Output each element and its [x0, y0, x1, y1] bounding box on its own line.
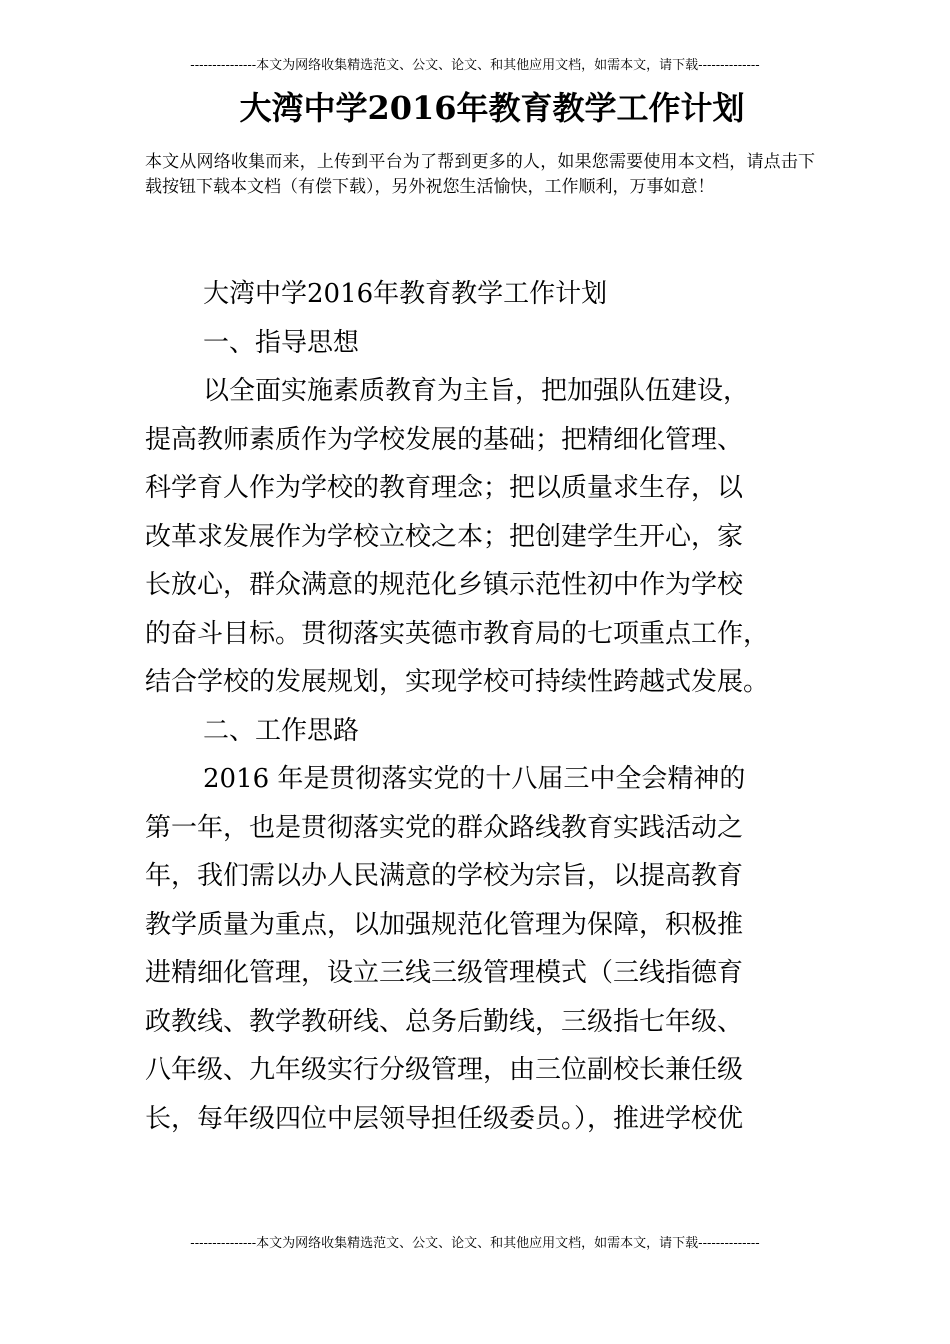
body-line: 教学质量为重点，以加强规范化管理为保障，积极推 — [145, 909, 744, 940]
intro-paragraph: 本文从网络收集而来，上传到平台为了帮到更多的人，如果您需要使用本文档，请点击下载按钮下载本文档（有偿下载），另外祝您生活愉快，工作顺利，万事如意！ — [145, 152, 815, 197]
body-line: 长，每年级四位中层领导担任级委员。），推进学校优 — [145, 1103, 744, 1134]
body-line: 以全面实施素质教育为主旨，把加强队伍建设， — [203, 376, 750, 406]
body-line: 科学育人作为学校的教育理念；把以质量求生存，以 — [145, 473, 744, 503]
body-line: 的奋斗目标。贯彻落实英德市教育局的七项重点工作， — [145, 618, 770, 649]
body-line: 长放心，群众满意的规范化乡镇示范性初中作为学校 — [145, 570, 744, 600]
body-line: 第一年，也是贯彻落实党的群众路线教育实践活动之 — [145, 812, 744, 843]
header-banner: ---------------本文为网络收集精选范文、公文、论文、和其他应用文档，如需本文，请下载-------------- — [190, 58, 760, 73]
document-title: 大湾中学2016年教育教学工作计划 — [239, 89, 745, 127]
body-line: 政教线、教学教研线、总务后勤线，三级指七年级、 — [145, 1006, 744, 1037]
body-line: 八年级、九年级实行分级管理，由三位副校长兼任级 — [145, 1055, 744, 1085]
section-heading-guiding-thought: 一、指导思想 — [203, 327, 360, 358]
body-line: 年，我们需以办人民满意的学校为宗旨，以提高教育 — [145, 861, 744, 891]
body-line: 提高教师素质作为学校发展的基础；把精细化管理、 — [145, 424, 744, 455]
footer-banner: ---------------本文为网络收集精选范文、公文、论文、和其他应用文档，如需本文，请下载-------------- — [190, 1236, 760, 1251]
body-line: 2016 年是贯彻落实党的十八届三中全会精神的 — [203, 764, 746, 794]
body-line: 进精细化管理，设立三线三级管理模式（三线指德育 — [145, 958, 744, 988]
document-body — [145, 270, 810, 1143]
body-line: 结合学校的发展规划，实现学校可持续性跨越式发展。 — [145, 667, 770, 697]
body-line: 改革求发展作为学校立校之本；把创建学生开心，家 — [145, 521, 744, 552]
section-heading-work-ideas: 二、工作思路 — [203, 715, 360, 746]
body-heading-title: 大湾中学2016年教育教学工作计划 — [203, 279, 608, 309]
